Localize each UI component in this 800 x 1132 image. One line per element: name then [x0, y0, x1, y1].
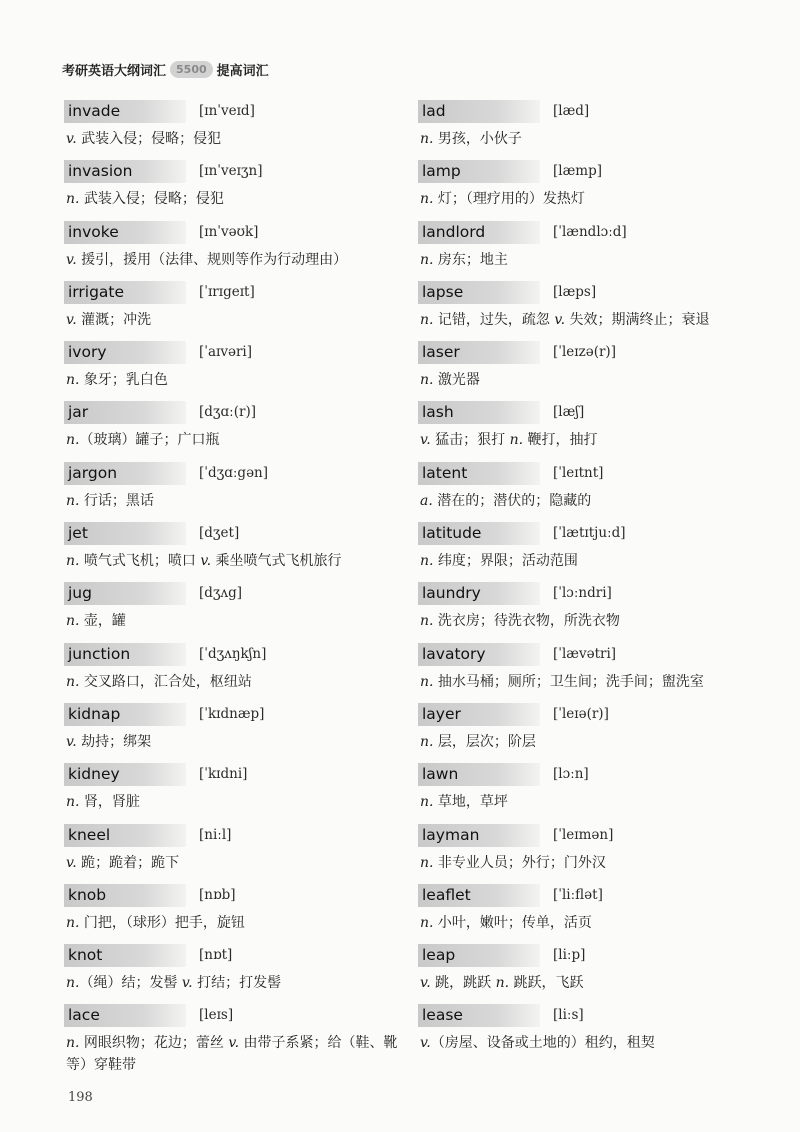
definition: [66, 309, 404, 331]
definition-text: 猛击；狠打: [430, 432, 510, 449]
phonetic: [ˈdʒɑːgən]: [199, 464, 269, 481]
part-of-speech: v.: [66, 251, 77, 268]
definition: [420, 852, 748, 874]
headword: landlord: [418, 221, 540, 244]
phonetic: [ˈleɪmən]: [553, 826, 614, 843]
definition: [66, 791, 404, 813]
vocab-entry: [64, 824, 404, 884]
definition: [420, 912, 748, 934]
right-column: [418, 100, 748, 1065]
part-of-speech: v.: [228, 1035, 240, 1052]
headword: irrigate: [64, 281, 186, 304]
definition: [66, 490, 404, 512]
definition-text: （玻璃）罐子；广口瓶: [79, 432, 220, 449]
vocab-entry: [64, 221, 404, 281]
headword: jargon: [64, 462, 186, 485]
part-of-speech: n.: [420, 854, 434, 871]
vocab-entry: [418, 160, 748, 220]
phonetic: [læmp]: [553, 163, 602, 180]
definition-text: 失效；期满终止；衰退: [565, 311, 710, 328]
vocab-entry: [418, 824, 748, 884]
part-of-speech: n.: [420, 794, 434, 811]
part-of-speech: v.: [420, 975, 431, 992]
definition-text: 肾，肾脏: [79, 794, 140, 811]
part-of-speech: n.: [420, 131, 434, 147]
part-of-speech: n.: [66, 794, 80, 811]
vocab-entry: [418, 703, 748, 763]
definition: [66, 550, 404, 572]
part-of-speech: v.: [420, 432, 431, 449]
vocab-entry: [418, 522, 748, 582]
headword: layman: [418, 824, 540, 847]
phonetic: [nɒb]: [199, 886, 236, 903]
vocab-entry: [418, 1004, 748, 1064]
definition-text: 跪；跪着；跪下: [76, 854, 180, 871]
headword: kidney: [64, 763, 186, 786]
phonetic: [ˈɪrɪgeɪt]: [199, 283, 255, 300]
part-of-speech: n.: [66, 432, 80, 449]
definition: [420, 369, 748, 391]
headword: knot: [64, 944, 186, 967]
definition-text: 跳，跳跃: [430, 975, 496, 992]
phonetic: [dʒʌg]: [199, 585, 243, 602]
part-of-speech: n.: [66, 1035, 80, 1052]
phonetic: [ɪnˈveɪʒn]: [199, 163, 263, 180]
vocab-entry: [64, 160, 404, 220]
definition: [66, 249, 404, 271]
part-of-speech: n.: [66, 372, 80, 389]
vocab-entry: [64, 944, 404, 1004]
vocab-entry: [64, 643, 404, 703]
part-of-speech: v.: [554, 311, 566, 328]
part-of-speech: n.: [420, 914, 434, 931]
headword: invasion: [64, 160, 186, 183]
headword: invade: [64, 100, 186, 123]
headword: lash: [418, 401, 540, 424]
headword: latitude: [418, 522, 540, 545]
definition: [420, 249, 748, 271]
part-of-speech: v.: [66, 311, 77, 328]
definition: [66, 369, 404, 391]
phonetic: [niːl]: [199, 826, 232, 843]
part-of-speech: n.: [420, 372, 434, 389]
definition-text: 喷气式飞机；喷口: [79, 553, 201, 570]
definition: [66, 610, 404, 632]
definition-text: 跳跃，飞跃: [509, 975, 584, 992]
vocab-entry: [64, 281, 404, 341]
part-of-speech: v.: [420, 1035, 431, 1052]
part-of-speech: v.: [66, 733, 77, 750]
phonetic: [ˈlætɪtjuːd]: [553, 525, 626, 542]
headword: latent: [418, 462, 540, 485]
definition-text: 壶，罐: [79, 613, 126, 630]
vocab-entry: [64, 341, 404, 401]
part-of-speech: v.: [66, 131, 77, 147]
part-of-speech: n.: [420, 191, 434, 208]
page-header: [62, 60, 269, 79]
vocab-entry: [64, 522, 404, 582]
part-of-speech: v.: [200, 553, 212, 570]
headword: leap: [418, 944, 540, 967]
definition: [420, 791, 748, 813]
vocab-entry: [418, 763, 748, 823]
definition-text: 行话；黑话: [79, 492, 154, 509]
definition-text: 灌溉；冲洗: [76, 311, 152, 328]
headword: laser: [418, 341, 540, 364]
vocab-entry: [418, 221, 748, 281]
vocab-entry: [418, 643, 748, 703]
vocab-entry: [418, 281, 748, 341]
part-of-speech: n.: [66, 673, 80, 690]
vocab-entry: [418, 341, 748, 401]
definition-text: 层，层次；阶层: [433, 733, 536, 750]
definition-text: 洗衣房；待洗衣物，所洗衣物: [433, 613, 620, 630]
headword: lad: [418, 100, 540, 123]
definition: [66, 912, 404, 934]
left-column: [64, 100, 404, 1074]
header-title-right: 提高词汇: [216, 64, 269, 79]
part-of-speech: n.: [420, 251, 434, 268]
phonetic: [ˈkɪdnæp]: [199, 705, 265, 722]
definition: [420, 550, 748, 572]
header-title-left: 考研英语大纲词汇: [62, 64, 167, 79]
phonetic: [ˈlævətri]: [553, 645, 617, 662]
phonetic: [ˈkɪdni]: [199, 766, 248, 783]
definition-text: 激光器: [433, 372, 480, 389]
definition: [66, 972, 404, 994]
part-of-speech: n.: [420, 673, 434, 690]
headword: jar: [64, 401, 186, 424]
headword: lease: [418, 1004, 540, 1027]
part-of-speech: n.: [66, 975, 80, 992]
part-of-speech: a.: [420, 492, 433, 509]
definition: [420, 610, 748, 632]
definition-text: 武装入侵；侵略；侵犯: [79, 191, 224, 208]
definition-text: 非专业人员；外行；门外汉: [433, 854, 606, 871]
headword: invoke: [64, 221, 186, 244]
headword: lamp: [418, 160, 540, 183]
phonetic: [ˈleɪə(r)]: [553, 705, 609, 722]
vocab-entry: [64, 884, 404, 944]
definition: [66, 128, 404, 150]
phonetic: [ɪnˈvəʊk]: [199, 223, 259, 240]
vocab-entry: [64, 100, 404, 160]
vocab-entry: [418, 944, 748, 1004]
definition: [66, 188, 404, 210]
word-count-badge: 5500: [170, 61, 213, 78]
vocab-entry: [418, 100, 748, 160]
headword: knob: [64, 884, 186, 907]
headword: kneel: [64, 824, 186, 847]
phonetic: [liːs]: [553, 1007, 584, 1024]
part-of-speech: v.: [66, 854, 77, 871]
definition: [66, 852, 404, 874]
phonetic: [ˈleɪtnt]: [553, 464, 604, 481]
part-of-speech: n.: [420, 553, 434, 570]
definition-text: 纬度；界限；活动范围: [433, 553, 578, 570]
headword: lawn: [418, 763, 540, 786]
definition-text: 抽水马桶；厕所；卫生间；洗手间；盥洗室: [433, 673, 704, 690]
definition: [66, 671, 404, 693]
headword: leaflet: [418, 884, 540, 907]
page-number: 198: [68, 1090, 93, 1105]
definition-text: 援引，援用（法律、规则等作为行动理由）: [76, 251, 348, 268]
definition-text: 记错，过失，疏忽: [433, 311, 555, 328]
definition-text: 鞭打，抽打: [523, 432, 598, 449]
part-of-speech: n.: [420, 311, 434, 328]
definition-text: 网眼织物；花边；蕾丝: [79, 1035, 229, 1052]
part-of-speech: n.: [420, 733, 434, 750]
part-of-speech: n.: [66, 191, 80, 208]
phonetic: [ˈlændlɔːd]: [553, 223, 627, 240]
headword: laundry: [418, 582, 540, 605]
definition: [66, 1032, 404, 1076]
phonetic: [læps]: [553, 283, 597, 300]
headword: junction: [64, 643, 186, 666]
definition-text: （房屋、设备或土地的）租约，租契: [430, 1035, 655, 1052]
definition: [420, 188, 748, 210]
part-of-speech: v.: [181, 975, 193, 992]
vocab-entry: [418, 462, 748, 522]
definition-text: 门把，（球形）把手，旋钮: [79, 914, 245, 931]
definition: [420, 671, 748, 693]
headword: lapse: [418, 281, 540, 304]
definition-text: 潜在的；潜伏的；隐藏的: [432, 492, 592, 509]
definition-text: 交叉路口，汇合处，枢纽站: [79, 673, 252, 690]
part-of-speech: n.: [420, 613, 434, 630]
phonetic: [ˈdʒʌŋkʃn]: [199, 645, 267, 662]
phonetic: [læd]: [553, 103, 590, 119]
vocab-entry: [418, 884, 748, 944]
phonetic: [ˈleɪzə(r)]: [553, 344, 616, 361]
vocab-entry: [418, 401, 748, 461]
part-of-speech: n.: [66, 492, 80, 509]
definition-text: 武装入侵；侵略；侵犯: [76, 131, 222, 147]
headword: lace: [64, 1004, 186, 1027]
definition-text: 打结；打发髻: [192, 975, 282, 992]
definition: [66, 731, 404, 753]
definition-text: 象牙；乳白色: [79, 372, 168, 389]
part-of-speech: n.: [66, 613, 80, 630]
phonetic: [dʒet]: [199, 525, 240, 542]
definition-text: 房东；地主: [433, 251, 508, 268]
vocab-entry: [64, 703, 404, 763]
definition: [420, 490, 748, 512]
definition-text: 由带子系紧；给（鞋、靴等）穿鞋带: [66, 1035, 398, 1074]
definition: [420, 128, 748, 150]
definition: [420, 731, 748, 753]
phonetic: [ˈliːflət]: [553, 886, 603, 903]
headword: layer: [418, 703, 540, 726]
definition: [420, 972, 748, 994]
vocab-entry: [64, 763, 404, 823]
definition: [420, 1032, 748, 1054]
headword: jet: [64, 522, 186, 545]
definition: [420, 429, 748, 451]
phonetic: [dʒɑː(r)]: [199, 404, 256, 421]
phonetic: [nɒt]: [199, 947, 233, 964]
phonetic: [liːp]: [553, 947, 586, 964]
headword: kidnap: [64, 703, 186, 726]
definition-text: 劫持；绑架: [76, 733, 152, 750]
part-of-speech: n.: [66, 553, 80, 570]
phonetic: [ɪnˈveɪd]: [199, 103, 255, 119]
definition-text: （绳）结；发髻: [79, 975, 182, 992]
vocab-entry: [418, 582, 748, 642]
vocab-entry: [64, 582, 404, 642]
part-of-speech: n.: [495, 975, 510, 992]
part-of-speech: n.: [66, 914, 80, 931]
definition-text: 草地，草坪: [433, 794, 508, 811]
phonetic: [lɔːn]: [553, 766, 589, 783]
part-of-speech: n.: [509, 432, 524, 449]
headword: ivory: [64, 341, 186, 364]
definition-text: 男孩，小伙子: [433, 131, 522, 147]
definition-text: 小叶，嫩叶；传单，活页: [433, 914, 592, 931]
definition-text: 乘坐喷气式飞机旅行: [211, 553, 342, 570]
vocab-entry: [64, 462, 404, 522]
phonetic: [læʃ]: [553, 404, 585, 421]
definition-text: 灯；（理疗用的）发热灯: [433, 191, 585, 208]
definition: [420, 309, 748, 331]
definition: [66, 429, 404, 451]
vocab-entry: [64, 401, 404, 461]
phonetic: [leɪs]: [199, 1007, 234, 1024]
phonetic: [ˈaɪvəri]: [199, 344, 252, 361]
headword: jug: [64, 582, 186, 605]
phonetic: [ˈlɔːndri]: [553, 585, 612, 602]
headword: lavatory: [418, 643, 540, 666]
vocab-entry: [64, 1004, 404, 1074]
